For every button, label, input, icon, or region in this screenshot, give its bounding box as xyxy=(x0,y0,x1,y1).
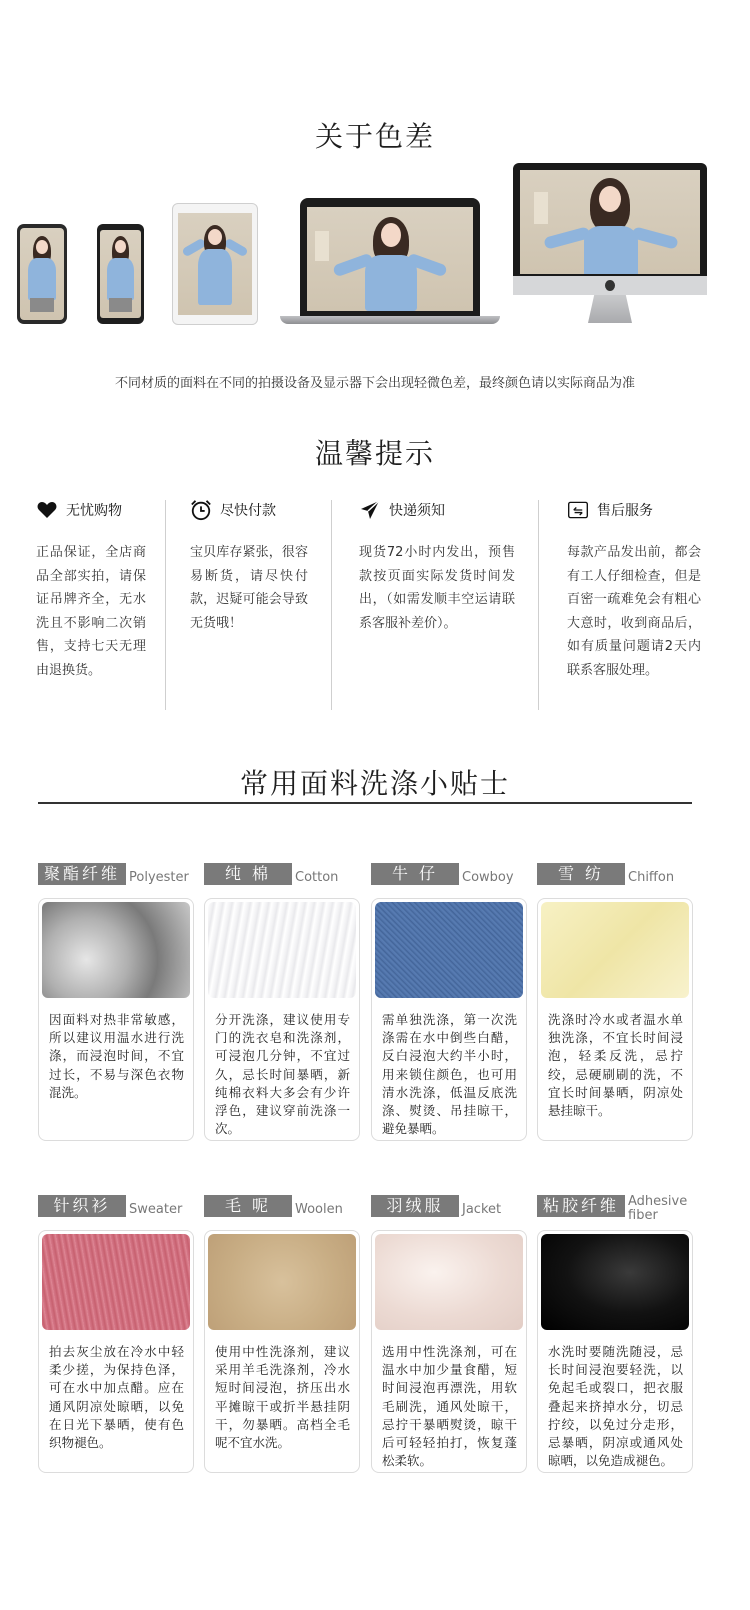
fabric-english-name: Woolen xyxy=(295,1202,343,1217)
tip-aftersales-text: 每款产品发出前，都会有工人仔细检查，但是百密一疏难免会有粗心大意时，收到商品后，如有质量问题请2天内联系客服处理。 xyxy=(567,545,701,678)
tablet-device xyxy=(172,203,258,325)
fabric-care-text: 选用中性洗涤剂，可在温水中加少量食醋，短时间浸泡再漂洗，用软毛刷洗，通风处晾干，忌拧干暴晒熨烫，晾干后可轻轻拍打，恢复蓬松柔软。 xyxy=(382,1344,517,1469)
fabric-swatch-image xyxy=(208,1234,356,1330)
fabric-label: 针织衫 xyxy=(38,1195,126,1217)
fabric-english-name: Cotton xyxy=(295,870,339,885)
fabric-card-jacket xyxy=(371,1195,527,1469)
desktop-stand xyxy=(588,295,632,323)
alarm-clock-icon xyxy=(190,499,212,521)
fabric-english-name: Polyester xyxy=(129,870,189,885)
fabric-care-text: 需单独洗涤，第一次洗涤需在水中倒些白醋，反白浸泡大约半小时，用来锁住颜色，也可用清水洗涤，低温反底洗涤、熨烫、吊挂晾干，避免暴晒。 xyxy=(382,1012,517,1137)
fabric-swatch-image xyxy=(42,902,190,998)
desktop-monitor xyxy=(513,163,707,295)
fabric-english-name: Adhesive fiber xyxy=(628,1194,688,1223)
fabric-card-adhesive-fiber xyxy=(537,1194,693,1469)
tip-aftersales-title: 售后服务 xyxy=(597,503,653,519)
fabric-care-text: 因面料对热非常敏感，所以建议用温水进行洗涤，而浸泡时间，不宜过长，不易与深色衣物混洗。 xyxy=(49,1012,184,1100)
heart-icon xyxy=(36,499,58,521)
fabric-care-text: 拍去灰尘放在冷水中轻柔少搓，为保持色泽，可在水中加点醋。应在通风阴凉处晾晒，以免在日光下暴晒，使有色织物褪色。 xyxy=(49,1344,184,1451)
fabric-label: 纯 棉 xyxy=(204,863,292,885)
fabric-english-name: Cowboy xyxy=(462,870,514,885)
tip-payment-text: 宝贝库存紧张，很容易断货，请尽快付款，迟疑可能会导致无货哦！ xyxy=(190,545,308,631)
laptop-device xyxy=(300,198,480,316)
fabric-care-text: 分开洗涤，建议使用专门的洗衣皂和洗涤剂，可浸泡几分钟，不宜过久，忌长时间暴晒，新纯棉衣料大多会有少许浮色，建议穿前洗涤一次。 xyxy=(215,1012,350,1137)
fabric-care-text: 使用中性洗涤剂，建议采用羊毛洗涤剂，冷水短时间浸泡，挤压出水平摊晾干或折半悬挂阴干，勿暴晒。高档全毛呢不宜水洗。 xyxy=(215,1344,350,1451)
airplane-icon xyxy=(359,499,381,521)
fabric-swatch-image xyxy=(541,1234,689,1330)
fabric-swatch-image xyxy=(541,902,689,998)
tip-delivery-title: 快递须知 xyxy=(389,503,445,519)
fabric-swatch-image xyxy=(375,1234,523,1330)
divider xyxy=(538,500,539,710)
tip-payment-title: 尽快付款 xyxy=(220,503,276,519)
fabric-label: 牛 仔 xyxy=(371,863,459,885)
tip-shopping xyxy=(36,495,146,682)
fabric-card-cotton xyxy=(204,863,360,1137)
device-lineup xyxy=(0,160,750,340)
tips-title: 温馨提示 xyxy=(314,437,435,470)
tip-delivery-text: 现货72小时内发出，预售款按页面实际发货时间发出，（如需发顺丰空运请联系客服补差价）。 xyxy=(359,545,515,631)
wash-tips-title: 常用面料洗涤小贴士 xyxy=(239,767,510,800)
fabric-label: 聚酯纤维 xyxy=(38,863,126,885)
fabric-card-woolen xyxy=(204,1195,360,1451)
tip-delivery xyxy=(359,495,515,635)
fabric-card-sweater xyxy=(38,1195,194,1451)
laptop-base xyxy=(280,316,500,324)
tips-grid xyxy=(0,495,750,710)
tip-aftersales xyxy=(567,495,701,682)
fabric-label: 粘胶纤维 xyxy=(537,1195,625,1217)
color-diff-title: 关于色差 xyxy=(314,120,435,153)
fabric-english-name: Sweater xyxy=(129,1202,183,1217)
fabric-care-text: 洗涤时冷水或者温水单独洗涤，不宜长时间浸泡，轻柔反洗，忌拧绞，忌硬刷刷的洗，不宜长时间暴晒，阴凉处悬挂晾干。 xyxy=(548,1012,683,1119)
tip-payment xyxy=(190,495,308,635)
phone-device-1 xyxy=(17,224,67,324)
fabric-english-name: Chiffon xyxy=(628,870,675,885)
return-box-icon xyxy=(567,499,589,521)
fabric-label: 雪 纺 xyxy=(537,863,625,885)
fabric-swatch-image xyxy=(208,902,356,998)
fabric-swatch-image xyxy=(375,902,523,998)
divider xyxy=(165,500,166,710)
tip-shopping-title: 无忧购物 xyxy=(66,503,122,519)
fabric-english-name: Jacket xyxy=(462,1202,502,1217)
phone-device-2 xyxy=(97,224,144,324)
fabric-label: 羽绒服 xyxy=(371,1195,459,1217)
tip-shopping-text: 正品保证，全店商品全部实拍，请保证吊牌齐全，无水洗且不影响二次销售，支持七天无理由退换货。 xyxy=(36,545,146,678)
title-underline xyxy=(38,802,692,804)
fabric-card-cowboy xyxy=(371,863,527,1137)
apple-logo-icon xyxy=(605,280,615,291)
divider xyxy=(331,500,332,710)
fabric-care-text: 水洗时要随洗随浸，忌长时间浸泡要轻洗，以免起毛或裂口，把衣服叠起来挤掉水分，切忌拧绞，以免过分走形，忌暴晒，阴凉或通风处晾晒，以免造成褪色。 xyxy=(548,1344,683,1469)
fabric-swatch-image xyxy=(42,1234,190,1330)
fabric-card-polyester xyxy=(38,863,194,1100)
fabric-label: 毛 呢 xyxy=(204,1195,292,1217)
color-diff-caption: 不同材质的面料在不同的拍摄设备及显示器下会出现轻微色差，最终颜色请以实际商品为准 xyxy=(114,376,635,391)
fabric-card-chiffon xyxy=(537,863,693,1119)
